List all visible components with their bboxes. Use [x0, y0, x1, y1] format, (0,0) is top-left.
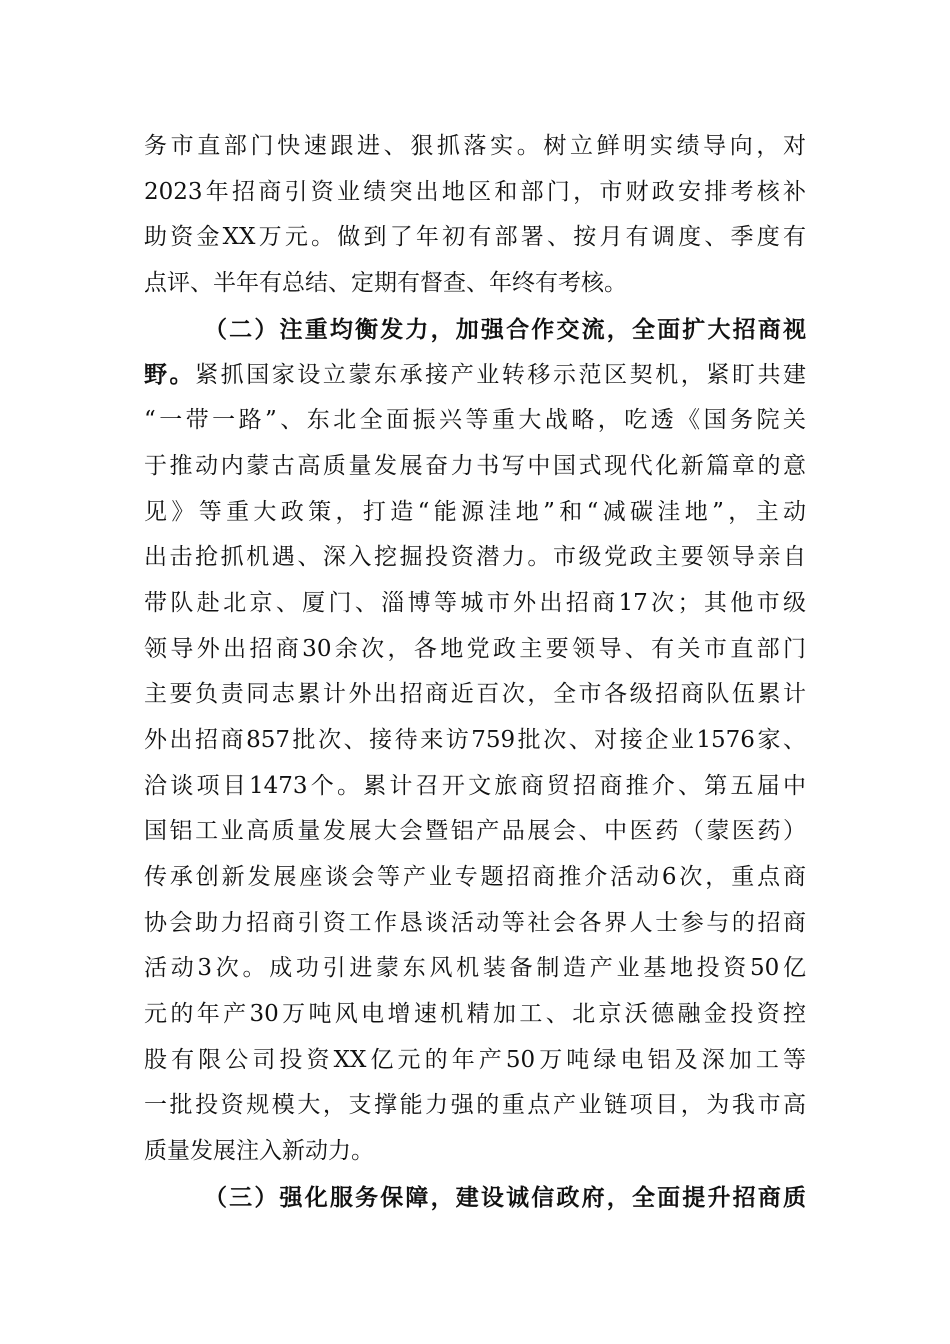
- section-heading-end: 野。: [144, 361, 196, 389]
- text-line: 国铝工业高质量发展大会暨铝产品展会、中医药（蒙医药）: [144, 818, 806, 845]
- text-line: 股有限公司投资XX亿元的年产50万吨绿电铝及深加工等: [144, 1046, 806, 1073]
- text-line: 一批投资规模大，支撑能力强的重点产业链项目，为我市高: [144, 1092, 806, 1119]
- text-line: [144, 352, 806, 398]
- paragraph-3: [144, 1175, 806, 1221]
- text-line: 质量发展注入新动力。: [144, 1138, 374, 1165]
- text-line: 于推动内蒙古高质量发展奋力书写中国式现代化新篇章的意: [144, 452, 806, 479]
- paragraph-2: [144, 307, 806, 1175]
- text-line: 带队赴北京、厦门、淄博等城市外出招商17次；其他市级: [144, 589, 806, 616]
- text-line: 点评、半年有总结、定期有督查、年终有考核。: [144, 270, 627, 297]
- text-line: 2023年招商引资业绩突出地区和部门，市财政安排考核补: [144, 178, 806, 205]
- text-line: 领导外出招商30余次，各地党政主要领导、有关市直部门: [144, 635, 806, 662]
- text-line: 元的年产30万吨风电增速机精加工、北京沃德融金投资控: [144, 1001, 806, 1028]
- paragraph-1: [144, 124, 806, 307]
- text-line: 务市直部门快速跟进、狠抓落实。树立鲜明实绩导向，对: [144, 133, 806, 159]
- text-line: 传承创新发展座谈会等产业专题招商推介活动6次，重点商: [144, 864, 806, 890]
- text-line: 助资金XX万元。做到了年初有部署、按月有调度、季度有: [144, 224, 806, 251]
- text-line: 活动3次。成功引进蒙东风机装备制造产业基地投资50亿: [144, 955, 806, 982]
- document-page: [144, 124, 806, 1221]
- text-line: 外出招商857批次、接待来访759批次、对接企业1576家、: [144, 726, 806, 753]
- text-line: 出击抢抓机遇、深入挖掘投资潜力。市级党政主要领导亲自: [144, 544, 806, 571]
- text-run: 紧抓国家设立蒙东承接产业转移示范区契机，紧盯共建: [195, 362, 807, 389]
- text-line: 协会助力招商引资工作恳谈活动等社会各界人士参与的招商: [144, 909, 806, 936]
- section-heading: （三）强化服务保障，建设诚信政府，全面提升招商质: [204, 1183, 806, 1211]
- text-line: 主要负责同志累计外出招商近百次，全市各级招商队伍累计: [144, 681, 806, 708]
- text-line: “一带一路”、东北全面振兴等重大战略，吃透《国务院关: [144, 407, 806, 434]
- text-line: 洽谈项目1473个。累计召开文旅商贸招商推介、第五届中: [144, 772, 806, 799]
- text-line: 见》等重大政策，打造“能源洼地”和“减碳洼地”，主动: [144, 498, 806, 525]
- section-heading: （二）注重均衡发力，加强合作交流，全面扩大招商视: [204, 315, 806, 343]
